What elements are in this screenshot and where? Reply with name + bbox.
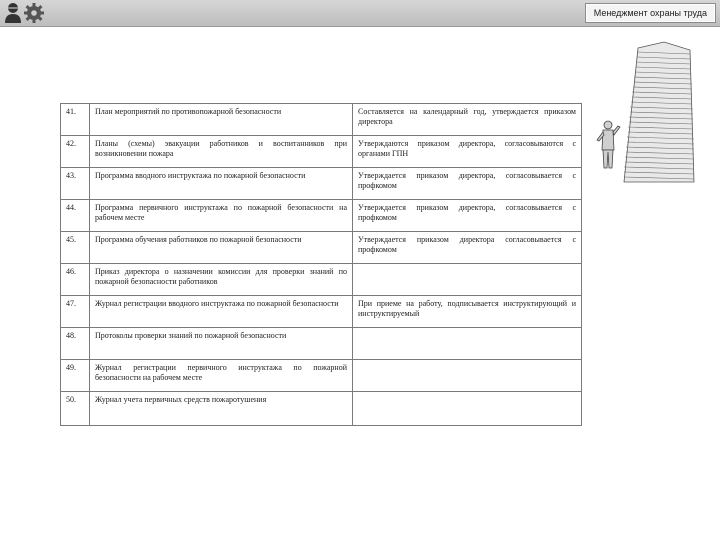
table-row (61, 104, 582, 136)
document-note (353, 328, 582, 360)
document-note: При приеме на работу, подписывается инструктирующий и инструктируемый (353, 296, 582, 328)
row-number: 48. (61, 328, 90, 360)
document-note: Утверждается приказом директора, согласовывается с профкомом (353, 200, 582, 232)
row-number: 50. (61, 392, 90, 426)
row-number: 43. (61, 168, 90, 200)
person-silhouette-icon (5, 3, 21, 23)
row-number: 46. (61, 264, 90, 296)
gear-icon (24, 3, 44, 23)
row-number: 47. (61, 296, 90, 328)
document-note: Утверждается приказом директора, согласовывается с профкомом (353, 168, 582, 200)
table-row (61, 360, 582, 392)
top-banner (0, 0, 720, 27)
document-note (353, 360, 582, 392)
document-note: Утверждаются приказом директора, согласовываются с органами ГПН (353, 136, 582, 168)
row-number: 45. (61, 232, 90, 264)
table-row (61, 136, 582, 168)
row-number: 41. (61, 104, 90, 136)
table-row (61, 200, 582, 232)
document-note (353, 264, 582, 296)
logo (2, 1, 46, 25)
page-title: Менеджмент охраны труда (585, 3, 716, 23)
document-register-table (60, 103, 582, 426)
document-title: Планы (схемы) эвакуации работников и воспитанников при возникновении пожара (90, 136, 353, 168)
row-number: 49. (61, 360, 90, 392)
document-title: Приказ директора о назначении комиссии для проверки знаний по пожарной безопасности работников (90, 264, 353, 296)
table-row (61, 392, 582, 426)
document-note (353, 392, 582, 426)
row-number: 42. (61, 136, 90, 168)
paper-stack-with-man-illustration (594, 40, 714, 185)
document-title: Журнал регистрации вводного инструктажа по пожарной безопасности (90, 296, 353, 328)
table-row (61, 296, 582, 328)
document-title: Протоколы проверки знаний по пожарной безопасности (90, 328, 353, 360)
table-row (61, 232, 582, 264)
paper-stack-icon (624, 42, 694, 182)
document-title: План мероприятий по противопожарной безопасности (90, 104, 353, 136)
table-row (61, 328, 582, 360)
man-figure-icon (597, 121, 620, 168)
document-title: Программа вводного инструктажа по пожарной безопасности (90, 168, 353, 200)
document-title: Программа обучения работников по пожарной безопасности (90, 232, 353, 264)
document-note: Утверждается приказом директора согласовывается с профкомом (353, 232, 582, 264)
row-number: 44. (61, 200, 90, 232)
document-title: Журнал регистрации первичного инструктажа по пожарной безопасности на рабочем месте (90, 360, 353, 392)
table-row (61, 168, 582, 200)
document-title: Программа первичного инструктажа по пожарной безопасности на рабочем месте (90, 200, 353, 232)
document-note: Составляется на календарный год, утверждается приказом директора (353, 104, 582, 136)
document-title: Журнал учета первичных средств пожаротушения (90, 392, 353, 426)
table-row (61, 264, 582, 296)
